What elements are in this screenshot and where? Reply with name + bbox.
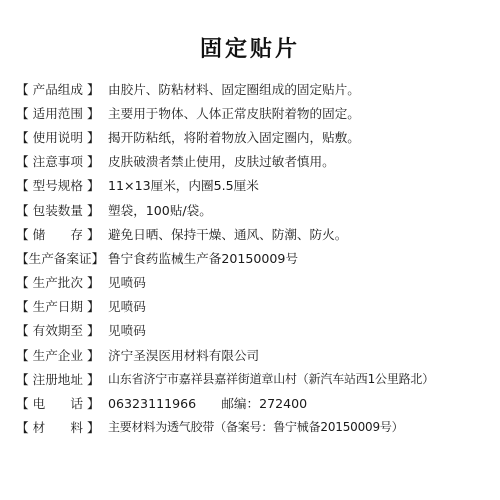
- spec-label: 【生产备案证】: [16, 250, 105, 266]
- spec-label: 【 生产批次 】: [16, 275, 100, 291]
- spec-value: 塑袋，100贴/袋。: [108, 202, 212, 218]
- spec-label: 【 生产企业 】: [16, 347, 100, 363]
- spec-list: [16, 76, 496, 439]
- spec-label: 【 储 存 】: [16, 226, 100, 242]
- spec-row-composition: [16, 76, 496, 100]
- spec-value: 见喷码: [108, 323, 146, 339]
- spec-row-scope: [16, 100, 496, 124]
- spec-label: 【 适用范围 】: [16, 105, 100, 121]
- spec-row-material: [16, 415, 496, 439]
- spec-row-storage: [16, 221, 496, 245]
- spec-label: 【 材 料 】: [16, 420, 100, 436]
- document-title: 固定贴片: [199, 36, 300, 62]
- spec-label: 【 使用说明 】: [16, 129, 100, 145]
- spec-value: 见喷码: [108, 299, 146, 315]
- spec-row-production-date: [16, 294, 496, 318]
- spec-value: 主要材料为透气胶带（备案号：鲁宁械备20150009号）: [108, 420, 404, 435]
- spec-label: 【 注意事项 】: [16, 154, 100, 170]
- spec-value: 揭开防粘纸，将附着物放入固定圈内，贴敷。: [108, 129, 360, 145]
- spec-value: 见喷码: [108, 275, 146, 291]
- spec-label: 【 生产日期 】: [16, 299, 100, 315]
- spec-row-precautions: [16, 149, 496, 173]
- spec-row-model: [16, 173, 496, 197]
- spec-value: 11×13厘米，内圈5.5厘米: [108, 178, 259, 194]
- spec-label: 【 注册地址 】: [16, 371, 100, 387]
- spec-label: 【 电 话 】: [16, 396, 100, 412]
- spec-value: 鲁宁食药监械生产备20150009号: [108, 250, 299, 266]
- spec-value: 山东省济宁市嘉祥县嘉祥街道章山村（新汽车站西1公里路北）: [108, 371, 435, 386]
- spec-row-packaging: [16, 197, 496, 221]
- spec-value: 皮肤破溃者禁止使用，皮肤过敏者慎用。: [108, 154, 335, 170]
- spec-value: 主要用于物体、人体正常皮肤附着物的固定。: [108, 105, 360, 121]
- spec-value: 避免日晒、保持干燥、通风、防潮、防火。: [108, 226, 348, 242]
- spec-row-address: [16, 366, 496, 390]
- spec-row-filing-cert: [16, 245, 496, 269]
- spec-row-phone: [16, 390, 496, 414]
- spec-value: 济宁圣淏医用材料有限公司: [108, 347, 260, 363]
- spec-row-expiry: [16, 318, 496, 342]
- spec-label: 【 型号规格 】: [16, 178, 100, 194]
- spec-value: 由胶片、防粘材料、固定圈组成的固定贴片。: [108, 81, 360, 97]
- spec-row-manufacturer: [16, 342, 496, 366]
- spec-value: 06323111966 邮编：272400: [108, 396, 308, 412]
- spec-row-instructions: [16, 124, 496, 148]
- spec-label: 【 产品组成 】: [16, 81, 100, 97]
- spec-label: 【 包装数量 】: [16, 202, 100, 218]
- spec-row-batch: [16, 270, 496, 294]
- spec-label: 【 有效期至 】: [16, 323, 100, 339]
